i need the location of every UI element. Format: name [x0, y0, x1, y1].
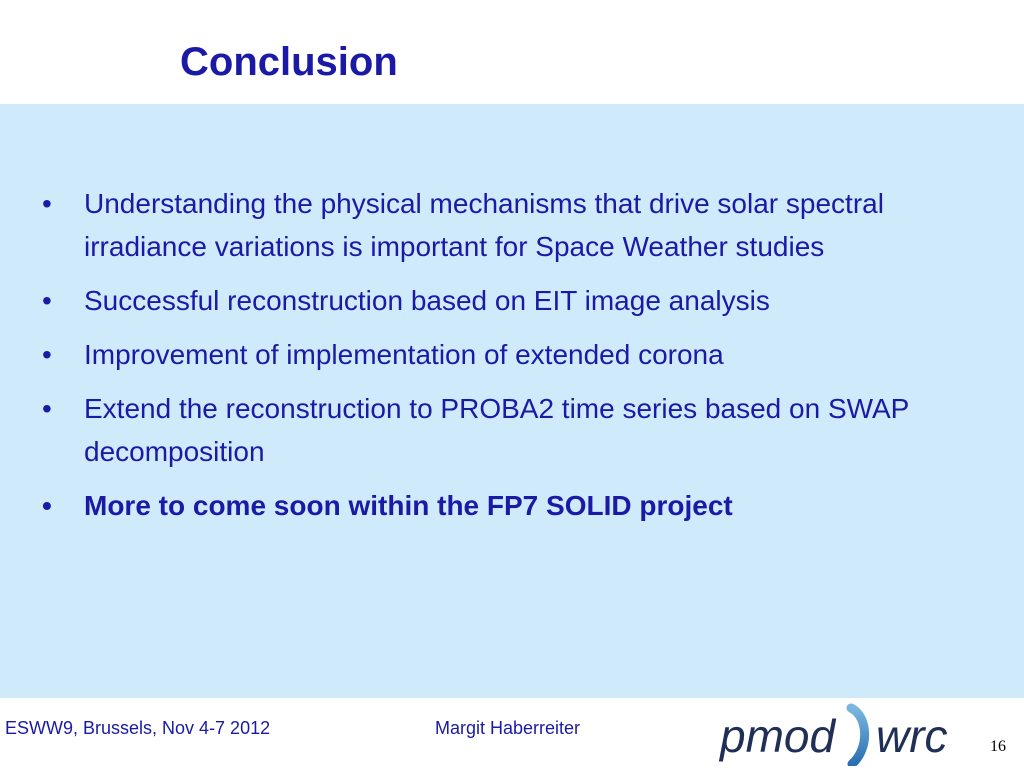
- bullet-text: Improvement of implementation of extended corona: [84, 339, 724, 370]
- bullet-glyph: •: [42, 490, 52, 521]
- bullet-item: [42, 387, 952, 473]
- bullet-item-emphasis: [42, 484, 952, 527]
- bullet-text: Extend the reconstruction to PROBA2 time series based on SWAP decomposition: [84, 393, 909, 467]
- bullet-glyph: •: [42, 339, 52, 370]
- bullet-glyph: •: [42, 285, 52, 316]
- bullet-item: [42, 182, 952, 268]
- footer-author: Margit Haberreiter: [435, 718, 581, 738]
- footer-event: ESWW9, Brussels, Nov 4-7 2012: [5, 718, 271, 738]
- logo-text-wrc: wrc: [876, 710, 948, 762]
- bullet-text: Understanding the physical mechanisms that drive solar spectral irradiance variations is important for Space Weather studies: [84, 188, 884, 262]
- bullet-item: [42, 279, 952, 322]
- bullet-text: Successful reconstruction based on EIT image analysis: [84, 285, 770, 316]
- bullet-text: More to come soon within the FP7 SOLID project: [84, 490, 733, 521]
- content-panel: [0, 104, 1024, 698]
- bullet-item: [42, 333, 952, 376]
- bullet-glyph: •: [42, 393, 52, 424]
- page-number: 16: [990, 738, 1006, 755]
- logo-text-pmod: pmod: [720, 710, 836, 762]
- pmod-wrc-logo: [718, 702, 958, 766]
- bullet-glyph: •: [42, 188, 52, 219]
- slide-title: Conclusion: [180, 40, 398, 84]
- logo-arc: [851, 708, 865, 764]
- bullet-list: [42, 182, 952, 538]
